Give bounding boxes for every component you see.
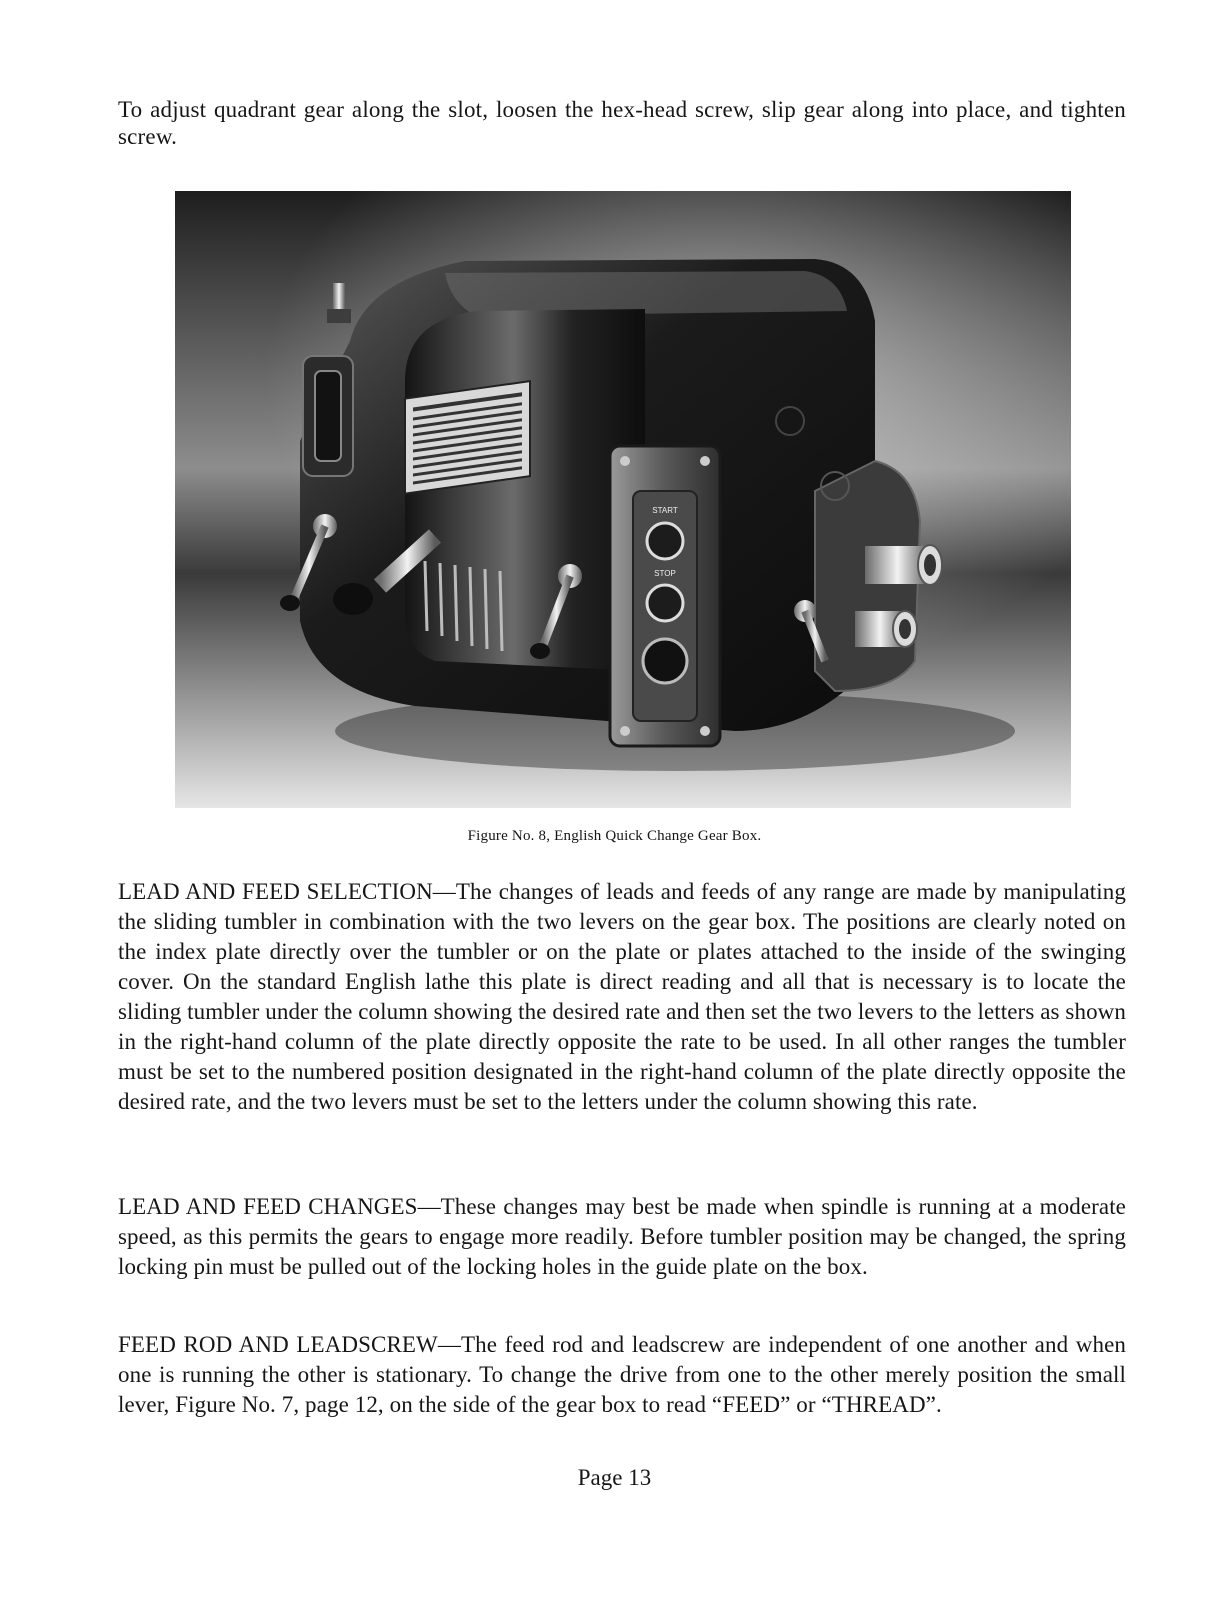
gear-box-illustration <box>175 191 1071 808</box>
panel-screw <box>700 726 710 736</box>
locking-pin <box>333 283 345 313</box>
intro-paragraph: To adjust quadrant gear along the slot, loosen the hex-head screw, slip gear along into place, and tighten screw. <box>118 97 1126 149</box>
push-button-panel <box>610 446 720 746</box>
paragraph-body: —The feed rod and leadscrew are independent of one another and when one is running the other is stationary. To change the drive from one to the other merely position the small lever, Figure No. 7, page 12, on the side of the gear box to read “FEED” or “THREAD”. <box>118 1332 1126 1417</box>
paragraph-heading: FEED ROD AND LEADSCREW <box>118 1332 438 1357</box>
gear-box-photo <box>175 191 1071 808</box>
page-number: Page 13 <box>577 1465 652 1490</box>
stop-button <box>647 585 683 621</box>
stop-label: STOP <box>654 569 676 578</box>
figure-caption: Figure No. 8, English Quick Change Gear Box. <box>467 828 762 844</box>
panel-screw <box>620 456 630 466</box>
panel-screw <box>620 726 630 736</box>
lead-feed-selection-paragraph <box>118 877 1126 1117</box>
housing-top-highlight <box>445 271 847 316</box>
leadscrew-socket <box>865 545 942 585</box>
lead-feed-changes-paragraph <box>118 1192 1126 1282</box>
paragraph-body: —The changes of leads and feeds of any range are made by manipulating the sliding tumbler in combination with the two levers on the gear box. The positions are clearly noted on the index plate directly over the tumbler or on the plate or plates attached to the inside of the swinging cover. On the standard English lathe this plate is direct reading and all that is necessary is to locate the sliding tumbler under the column showing the desired rate and then set the two levers to the letters as shown in the right-hand column of the plate directly opposite the rate to be used. In all other ranges the tumbler must be set to the numbered position designated in the right-hand column of the plate directly opposite the desired rate, and the two levers must be set to the letters under the column showing this rate. <box>118 879 1126 1114</box>
start-button <box>647 523 683 559</box>
feed-rod-leadscrew-paragraph <box>118 1330 1126 1420</box>
panel-screw <box>700 456 710 466</box>
selector-knob <box>643 639 687 683</box>
feed-rod-socket <box>855 611 917 647</box>
cover-handle <box>315 371 341 461</box>
locking-pin-base <box>327 309 351 323</box>
index-plate <box>405 381 530 494</box>
paragraph-body: —These changes may best be made when spindle is running at a moderate speed, as this permits the gears to engage more readily. Before tumbler position may be changed, the spring locking pin must be pulled out of the locking holes in the guide plate on the box. <box>118 1194 1126 1279</box>
paragraph-heading: LEAD AND FEED CHANGES <box>118 1194 418 1219</box>
paragraph-heading: LEAD AND FEED SELECTION <box>118 879 433 904</box>
start-label: START <box>652 506 678 515</box>
